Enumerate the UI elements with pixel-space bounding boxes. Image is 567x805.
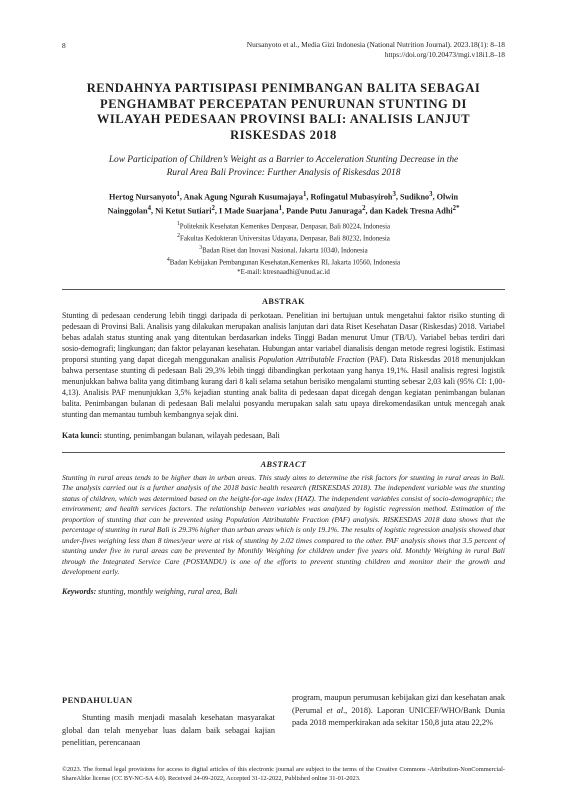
abstrak-part: (PAF). Data Riskesdas 2018 menunjukkan bahwa persentase stunting di pedesaan Bali 29,3% lebih tinggi dibandingkan perkotaan yang hanya 19,1%. Hasil analisis regresi logistik menunjukkan bahwa balita yang ditimbang kurang dari 8 kali selama setahun berisiko mengalami stunting sebesar 2,03 kali (95% CI: 1,00-4,13). Analisis PAF menunjukkan 3,5% kejadian stunting anak balita di pedesaan dapat dicegah dengan kegiatan penimbangan bulanan balita. Penimbangan bulanan di pedesaan Bali melalui posyandu merupakan salah satu upaya direkomendasikan untuk mencegah anak stunting dan memantau tumbuh kembangnya sejak dini. [62,354,505,420]
running-header [62,40,505,64]
author-name: , dan Kadek Tresna Adhi [365,206,453,216]
keywords [62,586,505,597]
doi-link[interactable]: https://doi.org/10.20473/mgi.v18i1.8–18 [384,50,505,59]
kata-kunci-values: stunting, penimbangan bulanan, wilayah pedesaan, Bali [102,430,280,440]
kata-kunci [62,430,505,441]
section-divider [62,452,505,453]
right-column [292,692,505,750]
affil-mark: 3 [199,245,203,252]
corresponding-email[interactable]: *E-mail: ktresnaadhi@unud.ac.id [237,269,330,276]
kata-kunci-label: Kata kunci: [62,430,103,440]
body-paragraph [292,692,505,730]
keywords-label: Keywords: [62,586,97,596]
author-name: , Sudikno [395,192,430,202]
affiliation-list [62,220,505,277]
section-heading: PENDAHULUAN [62,695,133,705]
author-line [62,203,505,217]
author-name: Nainggolan [107,206,148,216]
license-footer: ©2023. The formal legal provisions for access to digital articles of this electronic journal are subject to the terms of the Creative Commons -Attribution-NonCommercial-ShareAlike license (CC BY-NC-SA 4.0). Received 24-09-2022, Accepted 31-12-2022, Published online 31-01-2023. [62,766,505,782]
affil-mark: 1 [176,190,180,198]
affil-mark: 3 [429,190,433,198]
page-number: 8 [62,41,66,50]
affiliation [62,232,505,244]
affil-mark: 4 [147,205,151,213]
affil-mark: 1 [278,205,283,213]
author-line [62,189,505,203]
author-name: Hertog Nursanyoto [108,192,177,202]
title-line: WILAYAH PEDESAAN PROVINSI BALI: ANALISIS LANJUT [96,112,471,127]
affil-mark: 2 [211,205,215,213]
author-name: , Olwin [432,192,459,202]
abstrak-text [62,310,505,421]
affil-mark: 1 [176,221,180,228]
abstrak-heading: ABSTRAK [261,296,306,306]
author-list [62,189,505,218]
abstract-text: Stunting in rural areas tends to be higher than in urban areas. This study aims to determine the risk factors for stunting in rural areas in Bali. The analysis carried out is a further analysis of the 2018 basic health research (RISKESDAS 2018). The independent variable was the stunting status of children, which was determined based on the height-for-age index (HAZ). The independent variables consist of socio-demographic; the environment; and health services factors. The relationship between variables was analyzed by logistic regression method. Estimation of the proportion of stunting that can be prevented using Population Attributable Fraction (PAF) analysis. RISKESDAS 2018 data shows that the percentage of stunting in rural Bali is 29.3% higher than urban areas which is only 19.1%. The results of logistic regression analysis showed that under-fives weighing less than 8 times/year were at risk of stunting by 2.02 times compared to the other. PAF analysis shows that 3.5 percent of stunting under five in rural areas can be prevented by Monthly Weighing for children under five years old. Monthly Weighing in rural Bali through the Integrated Service Care (POSYANDU) is one of the efforts to prevent stunting children and monitor their the growth and development early. [62,472,505,577]
author-name: , Rofingatul Mubasyiroh [306,192,393,202]
keywords-values: stunting, monthly weighing, rural area, Bali [96,586,238,596]
english-title [62,154,505,178]
citation-line: Nursanyoto et al., Media Gizi Indonesia (National Nutrition Journal). 2023.18(1): 8–18 [246,40,505,49]
author-name: , Ni Ketut Sutiari [150,206,212,216]
article-title [62,81,505,143]
abstrak-part: Stunting di pedesaan cenderung lebih tinggi daripada di perkotaan. Penelitian ini bertujuan untuk mengetahui faktor risiko stunting di pedesaan di Provinsi Bali. Analisis yang dilakukan merupakan analisis lanjutan dari data Riset Kesehatan Dasar (Riskesdas) 2018. Variabel bebas adalah status stunting anak yang ditentukan berdasarkan indeks Tinggi Badan menurut Umur (TB/U). Variabel bebas terdiri dari sosio-demografi; lingkungan; dan faktor pelayanan kesehatan. Hubungan antar variabel dianalisis dengan metode regresi logistik. Estimasi proporsi stunting yang dapat dicegah menggunakan analisis [62,310,505,364]
affil-mark: 2 [362,205,366,213]
author-name: , Anak Agung Ngurah Kusumajaya [179,192,303,202]
left-column [62,692,275,750]
english-title-line: Low Participation of Children’s Weight as a Barrier to Acceleration Stunting Decrease in the [108,155,459,166]
citation-block [247,40,505,60]
body-part-italic: et al [326,705,344,715]
affiliation-text: Badan Riset dan Inovasi Nasional, Jakarta 10340, Indonesia [202,247,368,255]
abstract-heading: ABSTRACT [260,459,307,469]
body-part: program, maupun perumusan kebijakan gizi dan kesehatan anak (Perumal [292,693,505,715]
abstrak-term: Population Attributable Fraction [258,354,365,364]
affiliation [62,244,505,256]
affiliation [62,220,505,232]
english-title-line: Rural Area Bali Province: Further Analysis of Riskesdas 2018 [166,167,401,178]
body-part: ., 2018). Laporan UNICEF/WHO/Bank Dunia pada 2018 memperkirakan ada sekitar 150,8 juta atau 22,2% [292,705,505,728]
affiliation-text: Politeknik Kesehatan Kemenkes Denpasar, Denpasar, Bali 80224, Indonesia [179,223,391,231]
affil-mark: 1 [303,190,307,198]
affil-mark: 2* [452,205,460,213]
title-line: RENDAHNYA PARTISIPASI PENIMBANGAN BALITA SEBAGAI [86,81,481,95]
affil-mark: 2 [177,233,181,240]
title-line: RISKESDAS 2018 [230,127,337,142]
author-name: , Pande Putu Januraga [282,206,363,216]
affiliation-text: Badan Kebijakan Pembangunan Kesehatan,Kemenkes RI, Jakarta 10560, Indonesia [169,259,401,267]
author-name: , I Made Suarjana [214,206,279,216]
affiliation [62,256,505,268]
body-columns [62,692,505,750]
body-paragraph: Stunting masih menjadi masalah kesehatan masyarakat global dan telah menyebar luas dalam baik sebagai kajian penelitian, perencanaan [62,713,275,748]
title-line: PENGHAMBAT PERCEPATAN PENURUNAN STUNTING DI [100,96,467,111]
affil-mark: 3 [392,190,396,198]
affiliation-text: Fakultas Kedokteran Universitas Udayana, Denpasar, Bali 80232, Indonesia [180,235,390,243]
section-divider [62,289,505,290]
affil-mark: 4 [166,257,170,264]
